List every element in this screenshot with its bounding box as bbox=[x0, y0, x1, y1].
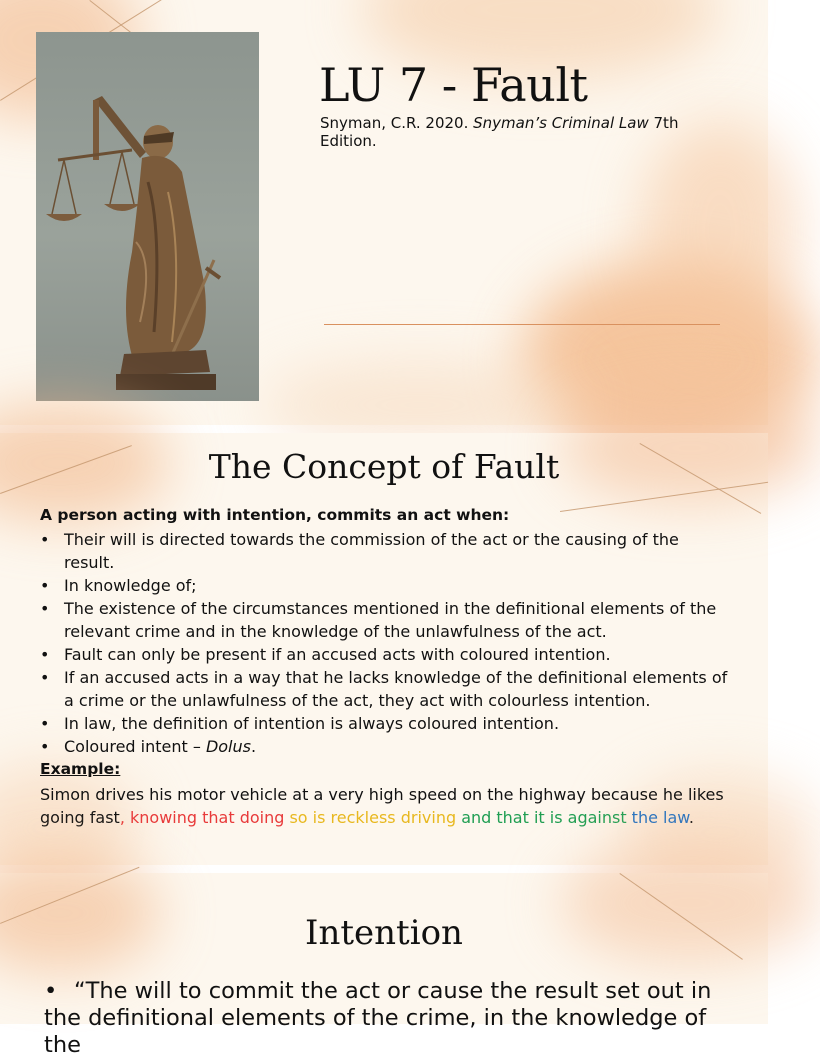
list-item: • Their will is directed towards the commission of the act or the causing of the result. bbox=[40, 530, 679, 572]
highlight-yellow: so is reckless driving bbox=[284, 808, 457, 827]
citation-suffix: 7th Edition. bbox=[320, 114, 679, 150]
bullet-list bbox=[40, 528, 730, 758]
slide-title-heading: LU 7 - Fault bbox=[319, 58, 588, 112]
list-item: • In knowledge of; bbox=[40, 576, 197, 595]
list-item: • Fault can only be present if an accused acts with coloured intention. bbox=[40, 645, 611, 664]
highlight-blue: the law bbox=[626, 808, 689, 827]
slide-title bbox=[0, 0, 768, 425]
definition-quote: • “The will to commit the act or cause the result set out in the definitional elements of the crime, in the knowledge of the bbox=[44, 978, 712, 1058]
citation-book-title: Snyman’s Criminal Law bbox=[473, 114, 649, 132]
example-text: Simon drives his motor vehicle at a very high speed on the highway because he likes going fast, knowing that doing so is reckless driving and that it is against the law. bbox=[40, 785, 724, 827]
citation-prefix: Snyman, C.R. 2020. bbox=[320, 114, 474, 132]
lead-statement: A person acting with intention, commits an act when: bbox=[40, 506, 510, 524]
citation bbox=[320, 114, 720, 150]
example-label: Example: bbox=[40, 760, 121, 778]
lady-justice-illustration bbox=[36, 32, 259, 401]
highlight-green: and that it is against bbox=[456, 808, 627, 827]
latin-term: Dolus bbox=[205, 737, 251, 756]
slide-heading: Intention bbox=[305, 913, 463, 953]
list-item: • The existence of the circumstances mentioned in the definitional elements of the relevant crime and in the knowledge of the unlawfulness of the act. bbox=[40, 599, 717, 641]
slide-concept-of-fault bbox=[0, 433, 768, 865]
list-item: • If an accused acts in a way that he lacks knowledge of the definitional elements of a crime or the unlawfulness of the act, they act with colourless intention. bbox=[40, 668, 728, 710]
title-divider bbox=[324, 324, 720, 325]
lady-justice-image bbox=[36, 32, 259, 401]
highlight-red: , knowing that doing bbox=[119, 808, 285, 827]
slide-heading: The Concept of Fault bbox=[208, 447, 560, 486]
list-item: • In law, the definition of intention is always coloured intention. bbox=[40, 714, 560, 733]
slide-intention bbox=[0, 873, 768, 1058]
watercolor-wash bbox=[640, 120, 800, 340]
list-item: • Coloured intent – Dolus. bbox=[40, 737, 257, 756]
